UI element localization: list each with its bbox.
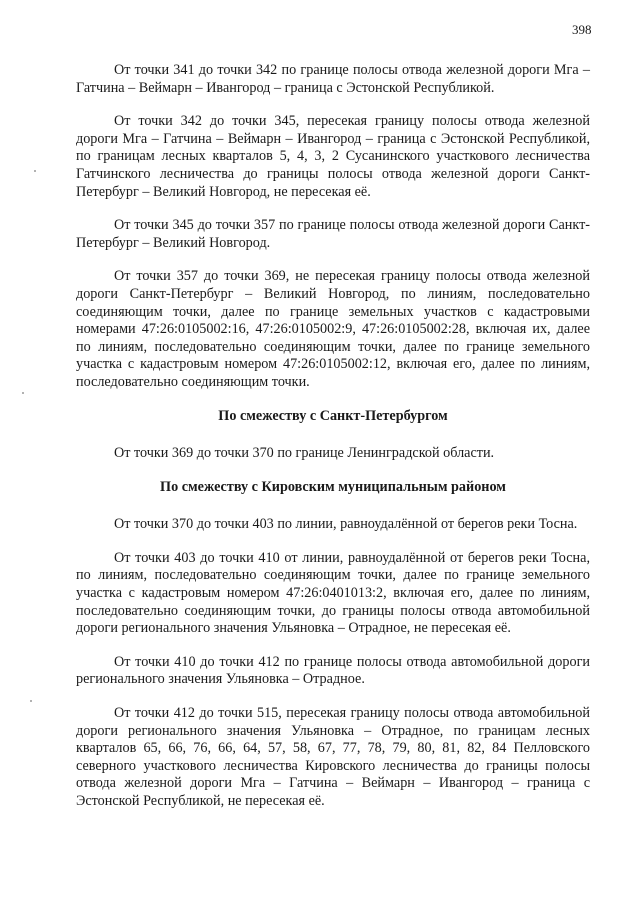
scan-speck	[34, 170, 36, 172]
scan-speck	[22, 392, 24, 394]
paragraph-410-412: От точки 410 до точки 412 по границе полосы отвода автомобильной дороги регионального значения Ульяновка – Отрадное.	[76, 653, 590, 688]
paragraph-345-357: От точки 345 до точки 357 по границе полосы отвода железной дороги Санкт-Петербург – Великий Новгород.	[76, 217, 590, 251]
paragraph-370-403: От точки 370 до точки 403 по линии, равноудалённой от берегов реки Тосна.	[114, 516, 578, 533]
scan-speck	[30, 700, 32, 702]
section-heading-saint-petersburg: По смежеству с Санкт-Петербургом	[218, 407, 448, 424]
page-number: 398	[572, 22, 592, 37]
paragraph-412-515: От точки 412 до точки 515, пересекая границу полосы отвода автомобильной дороги регионального значения Ульяновка – Отрадное, по границам лесных кварталов 65, 66, 76, 66, 64, 57, 58, 67, 77, 78, 79, 80, 81, 82, 84 Пелловского северного участкового лесничества Кировского лесничества до границы полосы отвода железной дороги Мга – Гатчина – Веймарн – Ивангород – граница с Эстонской Республикой, не пересекая её.	[76, 705, 590, 809]
paragraph-403-410: От точки 403 до точки 410 от линии, равноудалённой от берегов реки Тосна, по линиям, последовательно соединяющим точки, далее по границе земельного участка с кадастровым номером 47:26:0401013:2, включая его, далее по линиям, последовательно соединяющим точки, до границы полосы отвода автомобильной дороги регионального значения Ульяновка – Отрадное, не пересекая её.	[76, 549, 590, 637]
section-heading-kirovsky-district: По смежеству с Кировским муниципальным районом	[160, 478, 506, 495]
paragraph-341-342: От точки 341 до точки 342 по границе полосы отвода железной дороги Мга – Гатчина – Веймарн – Ивангород – граница с Эстонской Республикой.	[76, 62, 590, 96]
paragraph-369-370: От точки 369 до точки 370 по границе Ленинградской области.	[114, 445, 495, 462]
paragraph-357-369: От точки 357 до точки 369, не пересекая границу полосы отвода железной дороги Санкт-Петербург – Великий Новгород, по линиям, последовательно соединяющим точки, далее по границе земельных участков с кадастровыми номерами 47:26:0105002:16, 47:26:0105002:9, 47:26:0105002:28, включая их, далее по линиям, последовательно соединяющим точки, далее по границе земельного участка с кадастровым номером 47:26:0105002:12, включая его, далее по линиям, последовательно соединяющим точки.	[76, 268, 590, 390]
paragraph-342-345: От точки 342 до точки 345, пересекая границу полосы отвода железной дороги Мга – Гатчина – Веймарн – Ивангород – граница с Эстонской Республикой, по границам лесных кварталов 5, 4, 3, 2 Сусанинского участкового лесничества Гатчинского лесничества до границы полосы отвода железной дороги Санкт-Петербург – Великий Новгород, не пересекая её.	[76, 113, 590, 200]
document-body	[76, 62, 590, 827]
